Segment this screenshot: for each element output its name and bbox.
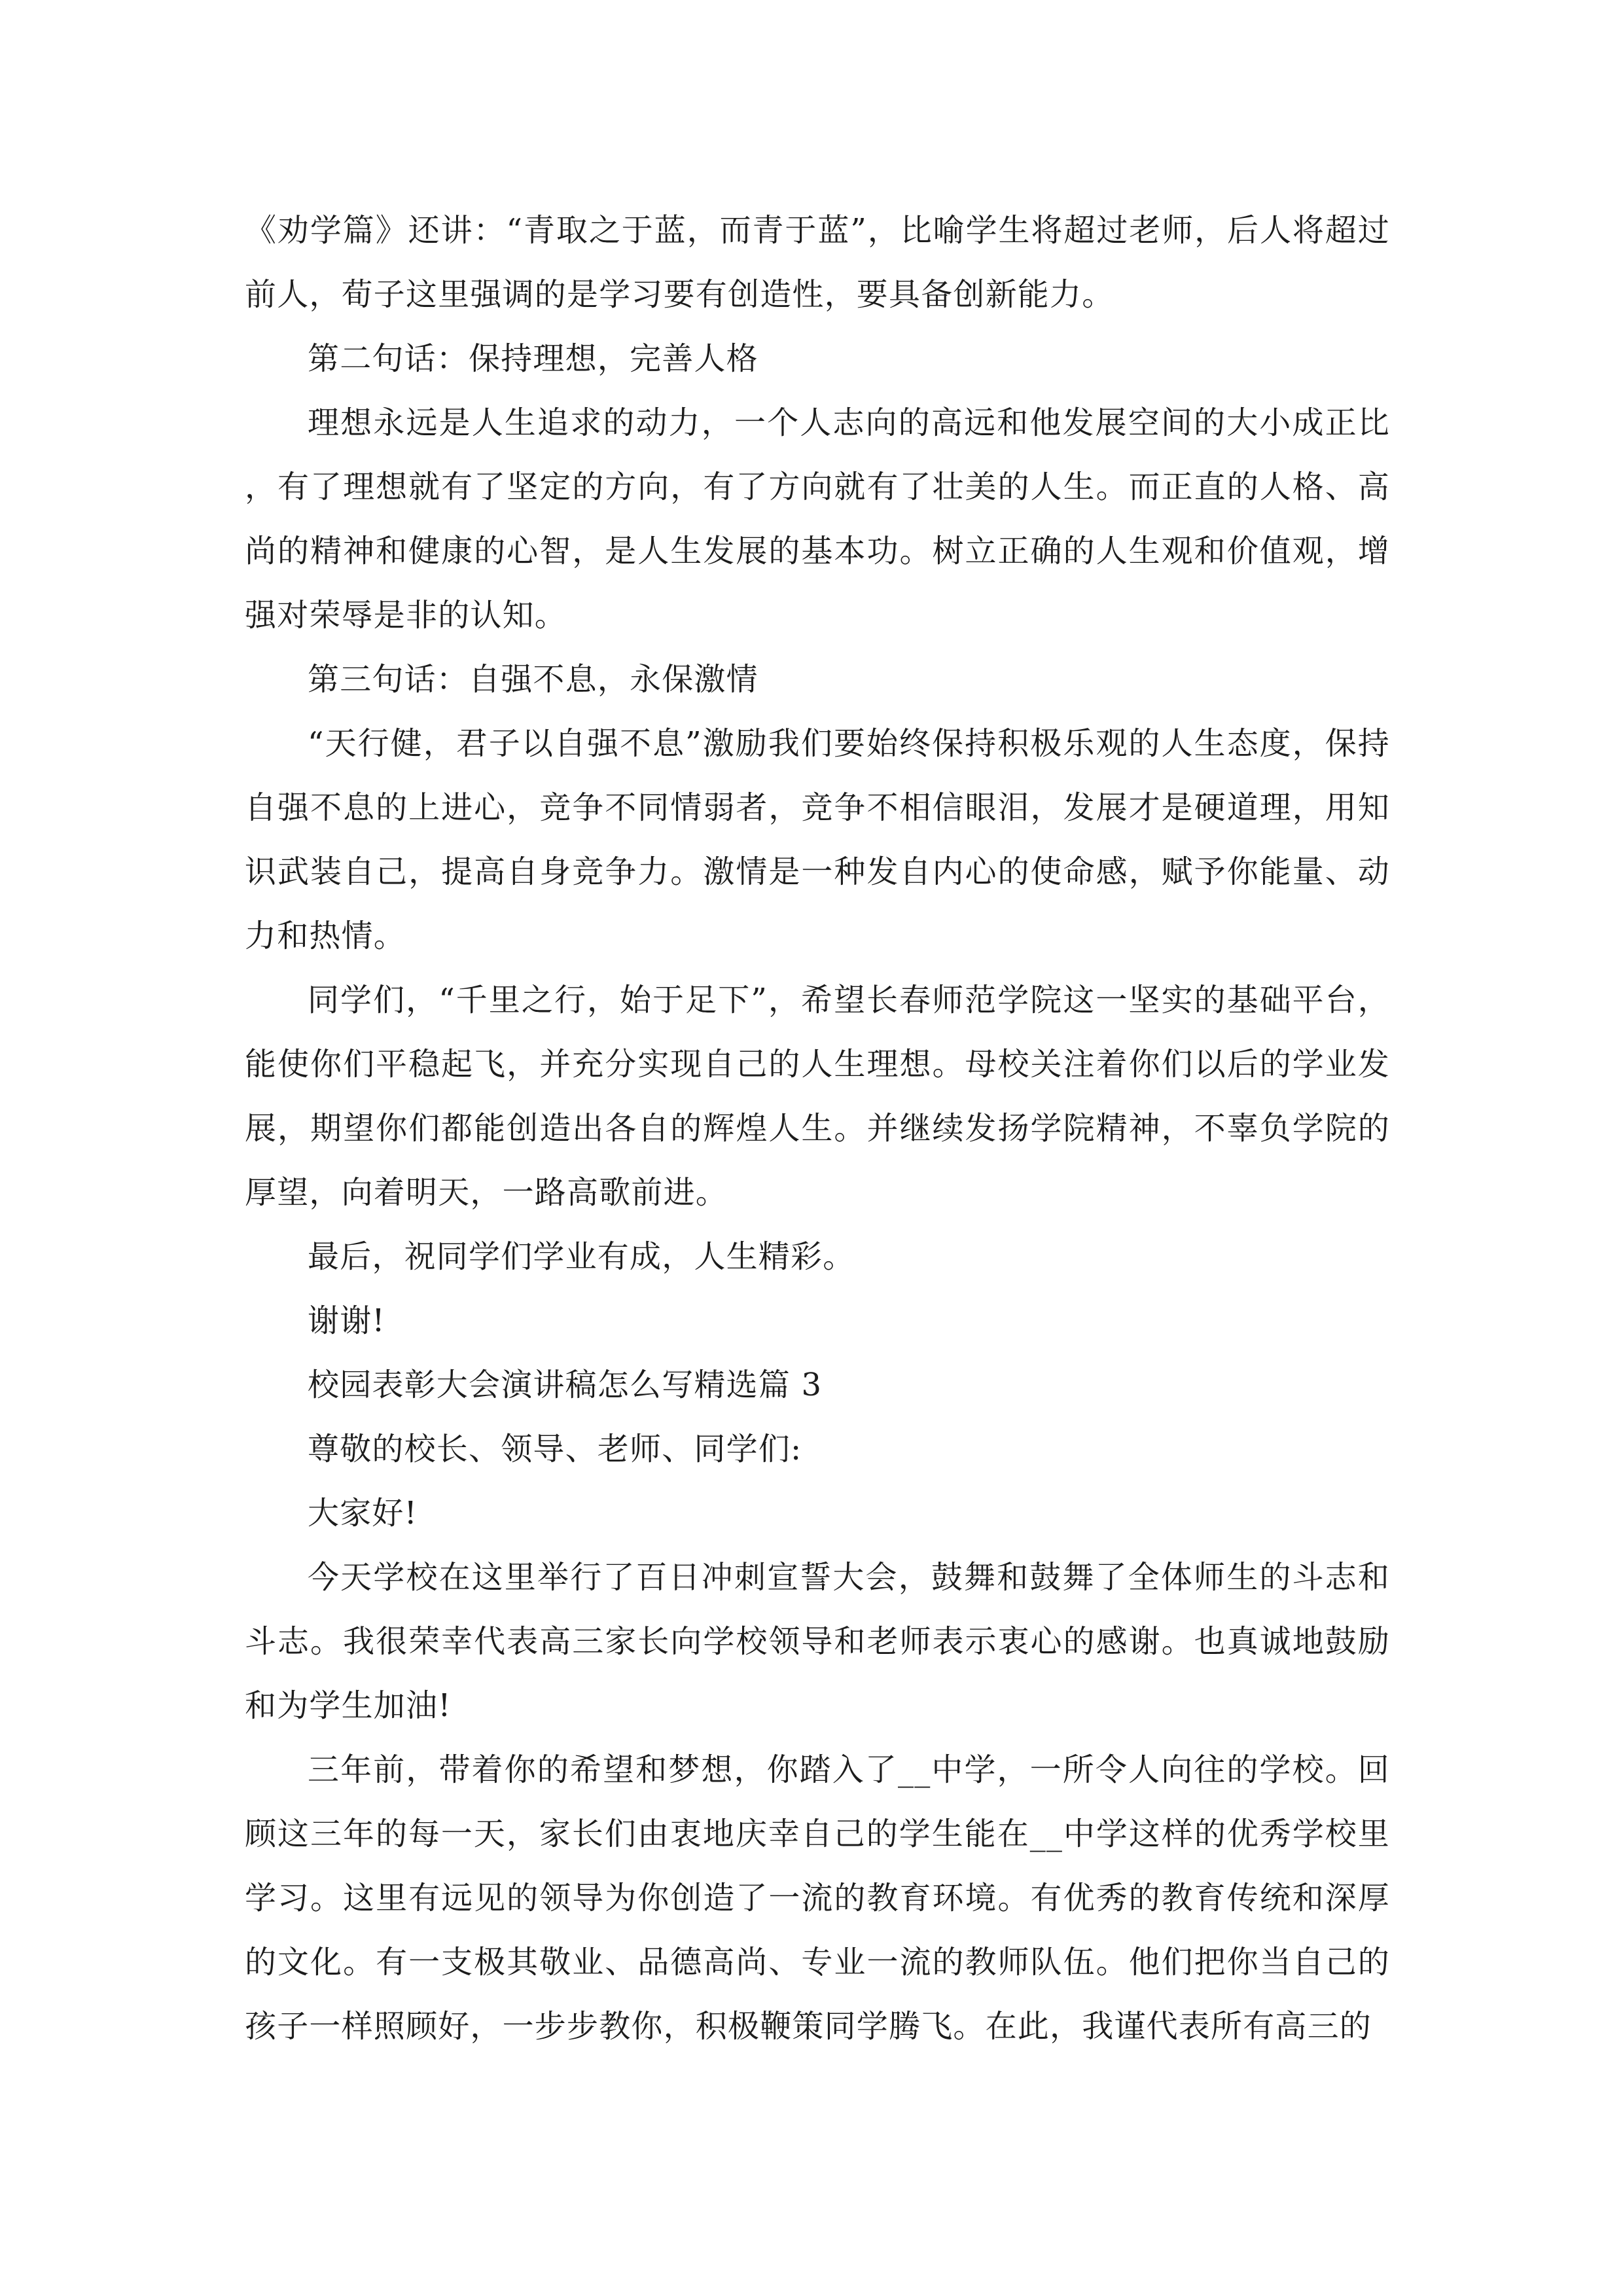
document-body bbox=[245, 198, 1390, 2058]
paragraph-greeting: 大家好! bbox=[308, 1495, 418, 1532]
paragraph-closing-wish: 最后，祝同学们学业有成，人生精彩。 bbox=[308, 1238, 855, 1275]
section-heading-three: 第三句话：自强不息，永保激情 bbox=[308, 661, 758, 698]
paragraph-quote-quanxue: 《劝学篇》还讲：“青取之于蓝，而青于蓝”，比喻学生将超过老师，后人将超过前人，荀子这里强调的是学习要有创造性，要具备创新能力。 bbox=[245, 212, 1390, 313]
section-heading-two: 第二句话：保持理想，完善人格 bbox=[308, 340, 758, 377]
paragraph-thanks: 谢谢! bbox=[308, 1302, 385, 1339]
paragraph-journey: 同学们，“千里之行，始于足下”，希望长春师范学院这一坚实的基础平台，能使你们平稳起飞，并充分实现自己的人生理想。母校关注着你们以后的学业发展，期望你们都能创造出各自的辉煌人生。并继续发扬学院精神，不辜负学院的厚望，向着明天，一路高歌前进。 bbox=[245, 982, 1390, 1211]
paragraph-ceremony: 今天学校在这里举行了百日冲刺宣誓大会，鼓舞和鼓舞了全体师生的斗志和斗志。我很荣幸代表高三家长向学校领导和老师表示衷心的感谢。也真诚地鼓励和为学生加油! bbox=[245, 1559, 1390, 1724]
paragraph-salutation: 尊敬的校长、领导、老师、同学们: bbox=[308, 1431, 802, 1467]
paragraph-ideals: 理想永远是人生追求的动力，一个人志向的高远和他发展空间的大小成正比，有了理想就有了坚定的方向，有了方向就有了壮美的人生。而正直的人格、高尚的精神和健康的心智，是人生发展的基本功。树立正确的人生观和价值观，增强对荣辱是非的认知。 bbox=[245, 404, 1390, 634]
paragraph-self-improvement: “天行健，君子以自强不息”激励我们要始终保持积极乐观的人生态度，保持自强不息的上进心，竞争不同情弱者，竞争不相信眼泪，发展才是硬道理，用知识武装自己，提高自身竞争力。激情是一种发自内心的使命感，赋予你能量、动力和热情。 bbox=[245, 725, 1390, 954]
article-title-part3: 校园表彰大会演讲稿怎么写精选篇 3 bbox=[308, 1367, 823, 1403]
paragraph-three-years: 三年前，带着你的希望和梦想，你踏入了__中学，一所令人向往的学校。回顾这三年的每一天，家长们由衷地庆幸自己的学生能在__中学这样的优秀学校里学习。这里有远见的领导为你创造了一流的教育环境。有优秀的教育传统和深厚的文化。有一支极其敬业、品德高尚、专业一流的教师队伍。他们把你当自己的孩子一样照顾好，一步步教你，积极鞭策同学腾飞。在此，我谨代表所有高三的 bbox=[245, 1751, 1390, 2045]
